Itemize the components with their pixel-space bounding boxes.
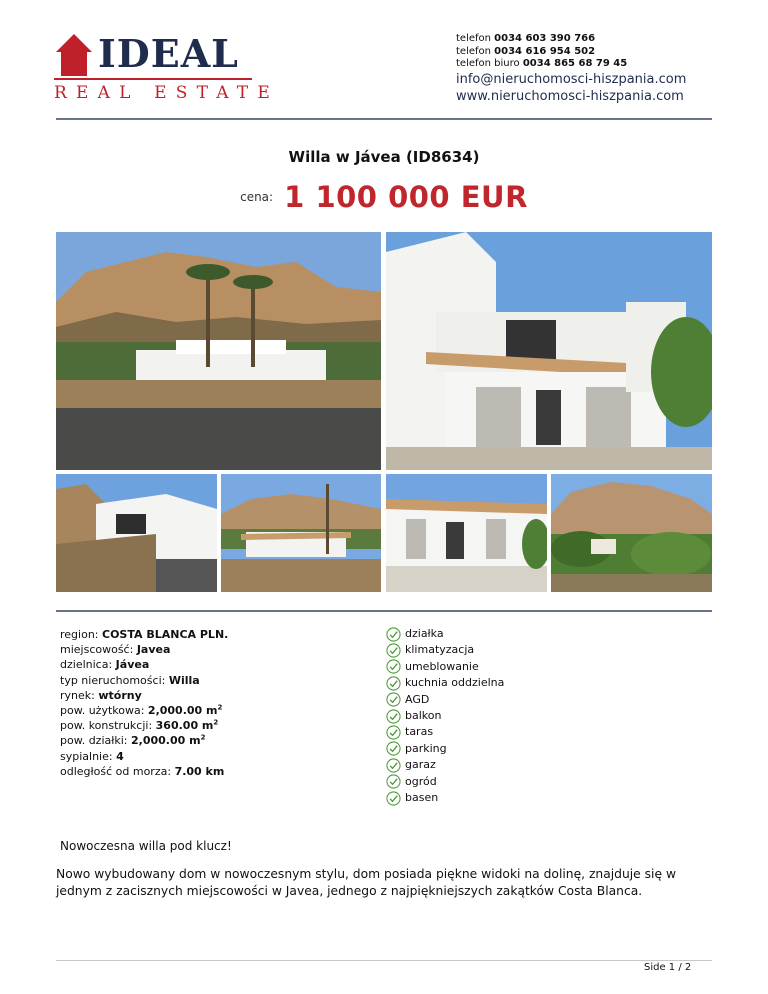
- feature-label: parking: [405, 741, 447, 755]
- email-link[interactable]: info@nieruchomosci-hiszpania.com: [456, 71, 687, 87]
- feature-item: [386, 626, 504, 642]
- property-details: [60, 627, 228, 779]
- feature-label: działka: [405, 627, 444, 640]
- feature-item: [386, 675, 504, 691]
- detail-row: sypialnie: 4: [60, 749, 124, 763]
- feature-item: [386, 692, 504, 708]
- feature-item: [386, 741, 504, 757]
- website-link[interactable]: www.nieruchomosci-hiszpania.com: [456, 88, 684, 104]
- detail-row: pow. użytkowa: 2,000.00 $m^2$: [60, 703, 223, 718]
- price-value: 1 100 000 EUR: [284, 180, 528, 214]
- header-divider: [56, 118, 712, 120]
- villa-distant-photo[interactable]: [221, 474, 381, 592]
- feature-item: [386, 724, 504, 740]
- villa-mountain-photo[interactable]: [56, 232, 381, 470]
- detail-row: miejscowość: Javea: [60, 643, 171, 657]
- description-headline: Nowoczesna willa pod klucz!: [60, 839, 232, 853]
- feature-item: [386, 642, 504, 658]
- detail-row: dzielnica: Jávea: [60, 658, 150, 672]
- detail-row: pow. działki: 2,000.00 $m^2$: [60, 733, 206, 748]
- villa-porch-photo[interactable]: [386, 474, 547, 592]
- feature-label: ogród: [405, 774, 437, 788]
- check-circle-icon: [386, 758, 401, 773]
- check-circle-icon: [386, 709, 401, 724]
- check-circle-icon: [386, 643, 401, 658]
- features-list: [386, 626, 504, 806]
- company-logo: [54, 31, 279, 104]
- check-circle-icon: [386, 725, 401, 740]
- phone-line: telefon 0034 603 390 766: [456, 33, 596, 44]
- feature-label: umeblowanie: [405, 659, 479, 673]
- feature-label: basen: [405, 790, 439, 804]
- check-circle-icon: [386, 659, 401, 674]
- check-circle-icon: [386, 741, 401, 756]
- villa-side-photo[interactable]: [56, 474, 217, 592]
- feature-label: klimatyzacja: [405, 643, 475, 657]
- detail-row: pow. konstrukcji: 360.00 $m^2$: [60, 718, 219, 733]
- phone-number[interactable]: 0034 603 390 766: [494, 33, 596, 44]
- feature-label: AGD: [405, 692, 430, 706]
- detail-row: rynek: wtórny: [60, 688, 142, 702]
- check-circle-icon: [386, 676, 401, 691]
- phone-number[interactable]: 0034 616 954 502: [494, 45, 596, 57]
- feature-item: [386, 790, 504, 806]
- feature-item: [386, 757, 504, 773]
- check-circle-icon: [386, 791, 401, 806]
- feature-label: garaz: [405, 758, 436, 772]
- check-circle-icon: [386, 692, 401, 707]
- feature-item: [386, 659, 504, 675]
- feature-label: kuchnia oddzielna: [405, 676, 505, 690]
- logo-tagline: REAL ESTATE: [54, 83, 279, 103]
- detail-row: region: COSTA BLANCA PLN.: [60, 628, 229, 641]
- phone-line: telefon biuro 0034 865 68 79 45: [456, 58, 628, 70]
- feature-label: taras: [405, 725, 434, 739]
- page-number: Side 1 / 2: [644, 962, 692, 973]
- price-label: cena:: [240, 190, 274, 204]
- feature-item: [386, 708, 504, 724]
- check-circle-icon: [386, 774, 401, 789]
- logo-brand: IDEAL: [98, 31, 239, 76]
- price-row: [0, 180, 768, 214]
- check-circle-icon: [386, 627, 401, 642]
- feature-item: [386, 774, 504, 790]
- listing-title: Willa w Jávea (ID8634): [288, 148, 480, 166]
- contact-block: [456, 33, 686, 105]
- detail-row: typ nieruchomości: Willa: [60, 673, 200, 687]
- feature-label: balkon: [405, 708, 442, 722]
- footer-divider: [56, 960, 712, 961]
- photos-divider: [56, 610, 712, 612]
- phone-line: telefon 0034 616 954 502: [456, 45, 596, 57]
- house-roof-icon: [54, 32, 94, 78]
- phone-number[interactable]: 0034 865 68 79 45: [522, 58, 628, 70]
- detail-row: odległość od morza: 7.00 km: [60, 764, 225, 778]
- villa-facade-photo[interactable]: [386, 232, 712, 470]
- logo-divider: [54, 78, 252, 80]
- mountain-garden-photo[interactable]: [551, 474, 712, 592]
- description-body: Nowo wybudowany dom w nowoczesnym stylu, dom posiada piękne widoki na dolinę, znajduje się w jednym z zacisznych miejscowości w Javea, jednego z najpiękniejszych zakątków Costa Blanca.: [56, 867, 677, 898]
